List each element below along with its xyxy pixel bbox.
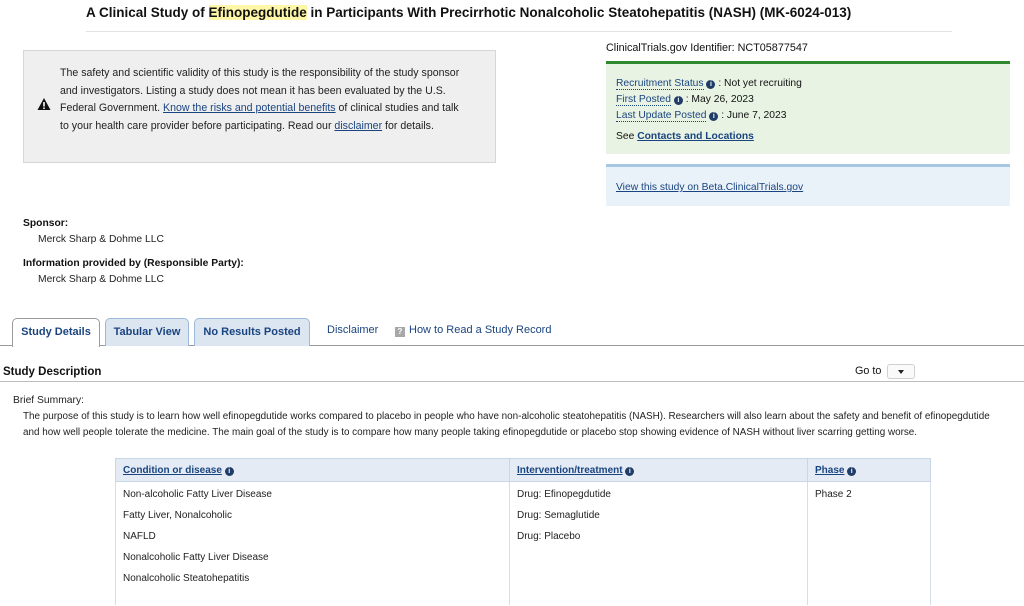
section-title: Study Description	[3, 366, 102, 378]
tab-study-details[interactable]: Study Details	[12, 318, 100, 347]
page-title	[86, 6, 952, 20]
disclaimer-text	[60, 65, 470, 135]
list-item: Nonalcoholic Fatty Liver Disease	[123, 552, 269, 563]
info-icon[interactable]: i	[709, 112, 718, 121]
how-to-read-label: How to Read a Study Record	[409, 324, 552, 336]
identifier-label: ClinicalTrials.gov Identifier:	[606, 42, 735, 54]
recruitment-status-value: : Not yet recruiting	[718, 78, 802, 89]
disclaimer-text-3: for details.	[382, 119, 434, 132]
interventions-cell	[510, 482, 808, 605]
brief-summary-label: Brief Summary:	[13, 395, 84, 406]
intervention-header-link[interactable]: Intervention/treatment	[517, 464, 623, 476]
first-posted	[616, 94, 754, 105]
info-icon[interactable]: i	[847, 467, 856, 476]
tab-no-results-posted[interactable]: No Results Posted	[194, 318, 310, 346]
condition-header-link[interactable]: Condition or disease	[123, 464, 222, 476]
first-posted-value: : May 26, 2023	[685, 94, 754, 105]
disclaimer-text-1: The safety and scientific validity of this study is the responsibility of the study sponsor and investigators. Listing a study does not mean it has been evaluated by the U.S. Federal Government.	[60, 67, 460, 114]
contacts-locations-link[interactable]: Contacts and Locations	[637, 131, 754, 142]
page-title-wrap	[86, 6, 952, 32]
sponsor-value: Merck Sharp & Dohme LLC	[38, 234, 164, 245]
list-item: Drug: Semaglutide	[517, 510, 600, 521]
intervention-header	[510, 459, 808, 482]
list-item: Drug: Efinopegdutide	[517, 489, 611, 500]
question-icon: ?	[395, 327, 405, 337]
responsible-party-label: Information provided by (Responsible Party):	[23, 258, 244, 269]
contacts-line	[616, 131, 754, 142]
brief-summary-text	[23, 409, 1024, 441]
conditions-table	[115, 458, 931, 605]
recruitment-status-link[interactable]: Recruitment Status	[616, 78, 704, 89]
last-update-value: : June 7, 2023	[721, 110, 787, 121]
info-icon[interactable]: i	[706, 80, 715, 89]
last-update-link[interactable]: Last Update Posted	[616, 110, 707, 121]
risks-benefits-link[interactable]: Know the risks and potential benefits	[163, 102, 336, 114]
list-item: Nonalcoholic Steatohepatitis	[123, 573, 250, 584]
first-posted-link[interactable]: First Posted	[616, 94, 671, 105]
disclaimer-box	[23, 50, 496, 163]
phase-header	[808, 459, 931, 482]
warning-triangle-icon	[37, 97, 51, 111]
tab-tabular-view[interactable]: Tabular View	[105, 318, 189, 346]
title-highlight: Efinopegdutide	[208, 5, 307, 20]
identifier-value: NCT05877547	[737, 42, 808, 54]
responsible-party-value: Merck Sharp & Dohme LLC	[38, 274, 164, 285]
see-label: See	[616, 131, 638, 142]
tab-disclaimer[interactable]: Disclaimer	[327, 324, 379, 336]
info-icon[interactable]: i	[674, 96, 683, 105]
phase-header-link[interactable]: Phase	[815, 464, 845, 476]
brief-summary-line: The purpose of this study is to learn how well efinopegdutide works compared to placebo in people who have non-alcoholic steatohepatitis (NASH). Researchers will also learn about the safety and benefit of efinopegdutide	[23, 411, 990, 422]
study-identifier	[606, 42, 808, 54]
conditions-cell	[116, 482, 510, 605]
condition-header	[116, 459, 510, 482]
list-item: Phase 2	[815, 489, 852, 500]
last-update-posted	[616, 110, 786, 121]
disclaimer-text-2: of clinical studies and talk to your health care provider before participating. Read our	[60, 102, 459, 132]
beta-box	[606, 164, 1010, 206]
status-box	[606, 61, 1010, 154]
info-icon[interactable]: i	[625, 467, 634, 476]
disclaimer-link[interactable]: disclaimer	[334, 119, 383, 132]
title-suffix: in Participants With Precirrhotic Nonalcoholic Steatohepatitis (NASH) (MK-6024-013)	[306, 5, 852, 20]
section-rule	[0, 381, 1024, 382]
list-item: NAFLD	[123, 531, 156, 542]
list-item: Fatty Liver, Nonalcoholic	[123, 510, 232, 521]
list-item: Drug: Placebo	[517, 531, 581, 542]
goto-label: Go to	[855, 365, 882, 377]
beta-site-link[interactable]: View this study on Beta.ClinicalTrials.gov	[616, 182, 804, 193]
phase-cell	[808, 482, 931, 605]
table-row	[116, 482, 931, 605]
recruitment-status	[616, 78, 802, 89]
title-prefix: A Clinical Study of	[86, 5, 209, 20]
goto-dropdown[interactable]	[887, 364, 915, 379]
list-item: Non-alcoholic Fatty Liver Disease	[123, 489, 272, 500]
how-to-read-link[interactable]	[395, 324, 551, 337]
sponsor-label: Sponsor:	[23, 218, 69, 229]
info-icon[interactable]: i	[225, 467, 234, 476]
brief-summary-line: and how well people tolerate the medicine. The main goal of the study is to compare how many people taking efinopegdutide or placebo stop showing evidence of NASH without liver scarring getting worse.	[23, 427, 918, 438]
